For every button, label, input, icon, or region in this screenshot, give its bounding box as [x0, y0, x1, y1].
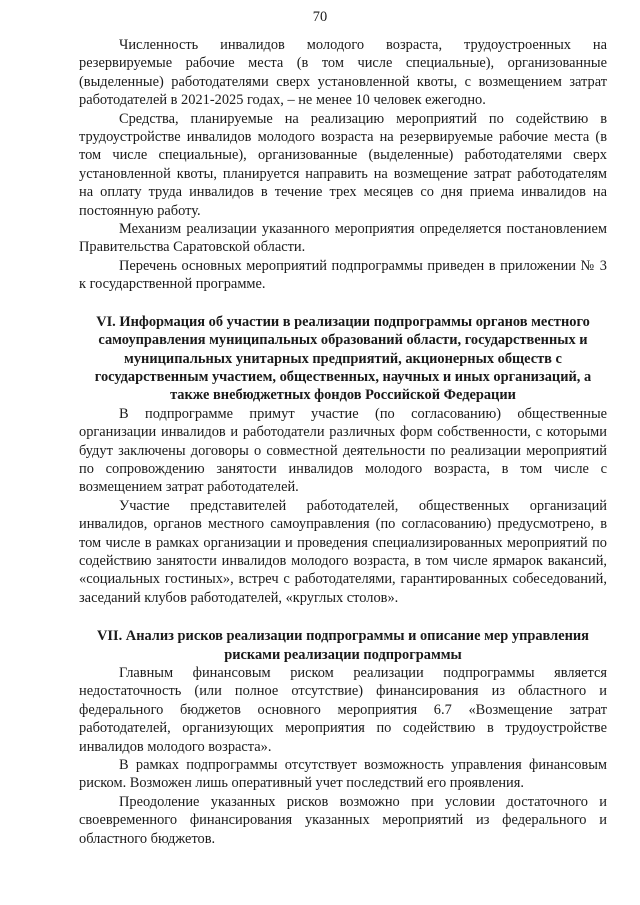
page-number: 70 — [312, 9, 328, 25]
paragraph-employment-count: Численность инвалидов молодого возраста, трудоустроенных на резервируемые рабочие места (в том числе специальные), организованные (выделенные) работодателями сверх установленной квоты, с возмещением затрат работодателей в 2021-2025 годах, – не менее 10 человек ежегодно. — [79, 37, 607, 109]
paragraph-mechanism: Механизм реализации указанного мероприятия определяется постановлением Правительства Саратовской области. — [79, 221, 607, 256]
section-6-heading: VI. Информация об участии в реализации подпрограммы органов местного самоуправления муниципальных образований области, государственных и муниципальных унитарных предприятий, акционерных обществ с государственным участием, общественных, научных и иных организаций, а также внебюджетных фондов Российской Федерации — [94, 313, 592, 404]
section-7-heading: VII. Анализ рисков реализации подпрограммы и описание мер управления рисками реализации подпрограммы — [97, 628, 589, 663]
paragraph-funding: Средства, планируемые на реализацию мероприятий по содействию в трудоустройстве инвалидов молодого возраста на резервируемые рабочие места (в том числе специальные), организованные (выделенные) работодателями сверх установленной квоты, планируется направить на возмещение затрат работодателям на оплату труда инвалидов в течение трех месяцев со дня приема инвалидов на постоянную работу. — [79, 110, 607, 219]
section-7-paragraph-3: Преодоление указанных рисков возможно при условии достаточного и своевременного финансирования указанных мероприятий из федерального и областного бюджетов. — [79, 793, 607, 847]
section-7-paragraph-2: В рамках подпрограммы отсутствует возможность управления финансовым риском. Возможен лишь оперативный учет последствий его проявления. — [79, 757, 607, 792]
section-7-paragraph-1: Главным финансовым риском реализации подпрограммы является недостаточность (или полное отсутствие) финансирования из областного и федерального бюджетов основного мероприятия 6.7 «Возмещение затрат работодателей, организующих мероприятия по содействию в трудоустройстве инвалидов молодого возраста». — [79, 665, 607, 755]
section-6-paragraph-2: Участие представителей работодателей, общественных организаций инвалидов, органов местного самоуправления (по согласованию) предусмотрено, в том числе в рамках организации и проведения специализированных мероприятий по содействию занятости инвалидов молодого возраста, в том числе ярмарок вакансий, «социальных гостиных», встреч с работодателями, гарантированных собеседований, заседаний клубов работодателей, «круглых столов». — [79, 497, 607, 606]
page-body — [79, 36, 607, 848]
paragraph-list-reference: Перечень основных мероприятий подпрограммы приведен в приложении № 3 к государственной программе. — [79, 257, 607, 293]
section-6-paragraph-1: В подпрограмме примут участие (по согласованию) общественные организации инвалидов и работодатели различных форм собственности, с которыми будут заключены договоры о совместной деятельности по реализации мероприятий по сопровождению занятости инвалидов молодого возраста, в том числе с возмещением затрат работодателей. — [79, 405, 607, 496]
